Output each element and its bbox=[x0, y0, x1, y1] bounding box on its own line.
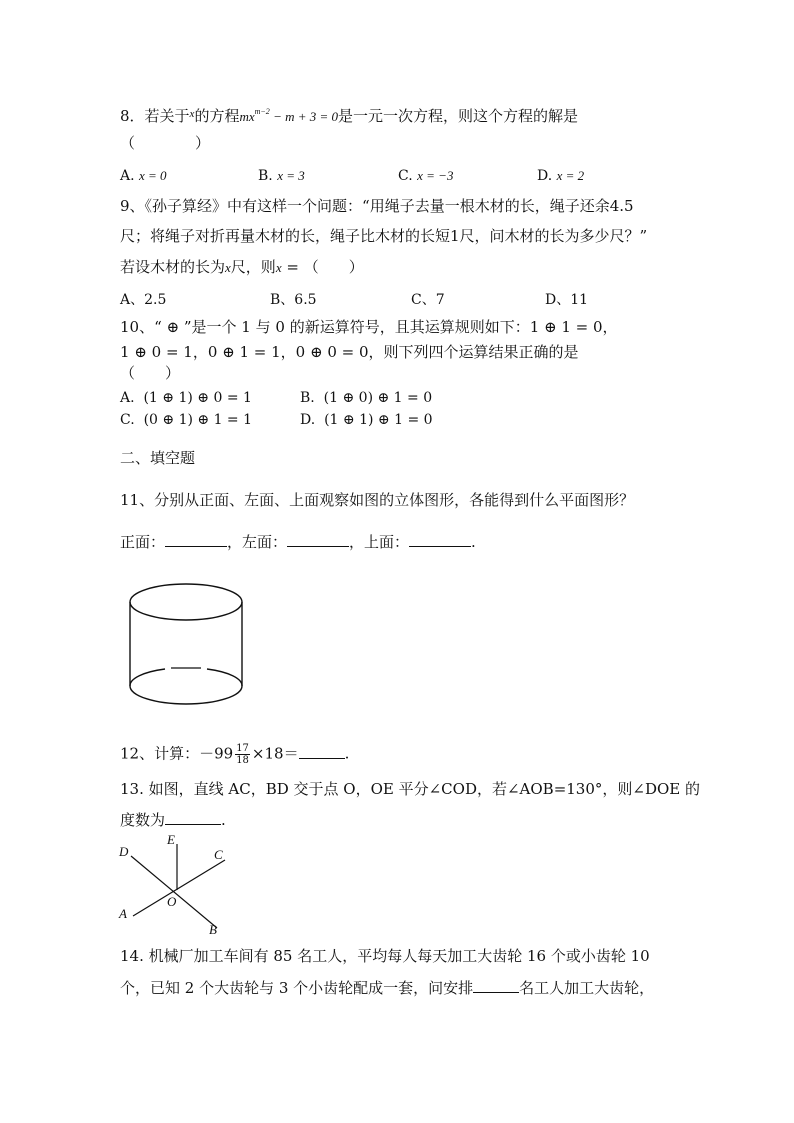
q8-equation bbox=[239, 109, 338, 124]
line-bd bbox=[131, 856, 217, 928]
option-value: x = 2 bbox=[556, 168, 585, 183]
label-a: A bbox=[119, 906, 127, 921]
option-value: (0 ⊕ 1) ⊕ 1 = 1 bbox=[143, 412, 253, 428]
q11-top-label: ，上面： bbox=[349, 533, 410, 551]
option-value: (1 ⊕ 1) ⊕ 1 = 0 bbox=[324, 412, 433, 428]
option-label: D、 bbox=[545, 292, 571, 308]
option-value: x = 0 bbox=[139, 168, 167, 183]
q9-option-d bbox=[545, 290, 588, 310]
q12-end: . bbox=[344, 744, 350, 763]
q11-stem: 11、分别从正面、左面、上面观察如图的立体图形，各能得到什么平面图形？ bbox=[120, 491, 635, 509]
q8-option-b bbox=[258, 166, 305, 186]
label-d: D bbox=[119, 844, 129, 859]
option-value: (1 ⊕ 0) ⊕ 1 = 0 bbox=[323, 390, 433, 406]
q13-line-2 bbox=[120, 810, 226, 830]
q10-paren: （ ） bbox=[120, 364, 181, 382]
angle-figure bbox=[115, 832, 240, 937]
option-value: x = 3 bbox=[277, 168, 305, 183]
q8-eq-end: − m + 3 = 0 bbox=[269, 109, 339, 124]
answer-blank[interactable] bbox=[409, 532, 471, 547]
q8-option-c bbox=[398, 166, 453, 186]
q10-option-d bbox=[300, 410, 433, 430]
q9-option-b bbox=[270, 290, 317, 310]
q11-end: . bbox=[471, 533, 476, 551]
answer-blank[interactable] bbox=[165, 810, 221, 825]
option-label: A、 bbox=[120, 292, 145, 308]
cylinder-bottom-back bbox=[130, 669, 242, 686]
option-label: D. bbox=[300, 412, 316, 428]
option-label: D. bbox=[537, 168, 553, 184]
q9-line-2: 尺；将绳子对折再量木材的长，绳子比木材的长短1尺，问木材的长为多少尺？” bbox=[120, 227, 648, 245]
q8-eq-start: mx bbox=[239, 109, 255, 124]
fraction-numerator: 17 bbox=[236, 743, 249, 754]
q8-text-mid: 的方程 bbox=[194, 107, 240, 125]
q10-option-a bbox=[120, 388, 252, 408]
q8-paren: （ ） bbox=[120, 134, 211, 152]
q8-stem bbox=[120, 102, 578, 127]
q9-line-1: 9、《孙子算经》中有这样一个问题：“用绳子去量一根木材的长，绳子还余4.5 bbox=[120, 197, 634, 215]
q9-line3-mid: 尺，则 bbox=[230, 258, 276, 276]
q9-var-x: x bbox=[225, 260, 231, 275]
q12-prefix: 12、计算：－99 bbox=[120, 744, 234, 763]
cylinder-top-ellipse bbox=[130, 584, 242, 620]
option-value: 6.5 bbox=[294, 292, 317, 308]
option-label: B. bbox=[300, 390, 315, 406]
q14-line-2 bbox=[120, 978, 654, 998]
cylinder-figure bbox=[125, 580, 250, 710]
q10-option-c bbox=[120, 410, 252, 430]
option-label: B. bbox=[258, 168, 273, 184]
option-label: C. bbox=[120, 412, 135, 428]
answer-blank[interactable] bbox=[287, 532, 349, 547]
q9-option-a bbox=[120, 290, 166, 310]
label-o: O bbox=[167, 894, 177, 909]
q8-text-prefix: 8．若关于 bbox=[120, 107, 190, 125]
section-title: 二、填空题 bbox=[120, 449, 196, 467]
label-e: E bbox=[167, 832, 175, 847]
q8-text-suffix: 是一元一次方程，则这个方程的解是 bbox=[338, 107, 579, 125]
answer-blank[interactable] bbox=[165, 532, 227, 547]
option-value: 11 bbox=[570, 292, 589, 308]
q8-var-x: x bbox=[189, 108, 195, 120]
option-label: A. bbox=[120, 390, 135, 406]
q8-option-a bbox=[120, 166, 167, 186]
q13-line-1: 13. 如图，直线 AC，BD 交于点 O，OE 平分∠COD，若∠AOB=130°，则∠DOE 的 bbox=[120, 780, 700, 798]
answer-blank[interactable] bbox=[473, 978, 519, 993]
label-c: C bbox=[214, 847, 223, 862]
q9-line3-end: = （ ） bbox=[281, 258, 364, 276]
label-b: B bbox=[209, 922, 217, 937]
q10-line-1: 10、“ ⊕ ”是一个 1 与 0 的新运算符号，且其运算规则如下：1 ⊕ 1 = 0， bbox=[120, 318, 618, 336]
fraction-denominator: 18 bbox=[236, 755, 249, 766]
q14-line2-end: 名工人加工大齿轮， bbox=[519, 979, 655, 997]
answer-blank[interactable] bbox=[299, 744, 345, 759]
option-label: A. bbox=[120, 168, 135, 184]
q9-var-x2: x bbox=[275, 260, 282, 275]
option-value: x = −3 bbox=[417, 168, 454, 183]
option-label: B、 bbox=[270, 292, 295, 308]
q14-line2-prefix: 个，已知 2 个大齿轮与 3 个小齿轮配成一套，问安排 bbox=[120, 979, 474, 997]
cylinder-bottom-front bbox=[130, 686, 242, 704]
q12-fraction bbox=[235, 743, 250, 766]
q10-line-2: 1 ⊕ 0 = 1，0 ⊕ 1 = 1，0 ⊕ 0 = 0，则下列四个运算结果正确的是 bbox=[120, 343, 579, 361]
q13-line2-end: . bbox=[221, 811, 226, 829]
line-ac bbox=[133, 860, 225, 916]
option-value: 7 bbox=[435, 292, 445, 308]
q14-line-1: 14. 机械厂加工车间有 85 名工人，平均每人每天加工大齿轮 16 个或小齿轮 10 bbox=[120, 947, 650, 965]
q11-left-label: ，左面： bbox=[227, 533, 288, 551]
q13-line2-prefix: 度数为 bbox=[120, 811, 166, 829]
q9-option-c bbox=[411, 290, 445, 310]
q10-option-b bbox=[300, 388, 432, 408]
q8-option-d bbox=[537, 166, 584, 186]
option-value: 2.5 bbox=[144, 292, 167, 308]
q11-front-label: 正面： bbox=[120, 533, 166, 551]
option-label: C. bbox=[398, 168, 413, 184]
q9-line-3 bbox=[120, 257, 364, 278]
option-label: C、 bbox=[411, 292, 436, 308]
q8-eq-exponent: m−2 bbox=[254, 107, 270, 116]
q9-line3-prefix: 若设木材的长为 bbox=[120, 258, 226, 276]
option-value: (1 ⊕ 1) ⊕ 0 = 1 bbox=[143, 390, 252, 406]
q12-mid: ×18＝ bbox=[251, 744, 299, 763]
q11-answer-line bbox=[120, 532, 476, 552]
q12-stem bbox=[120, 743, 349, 766]
